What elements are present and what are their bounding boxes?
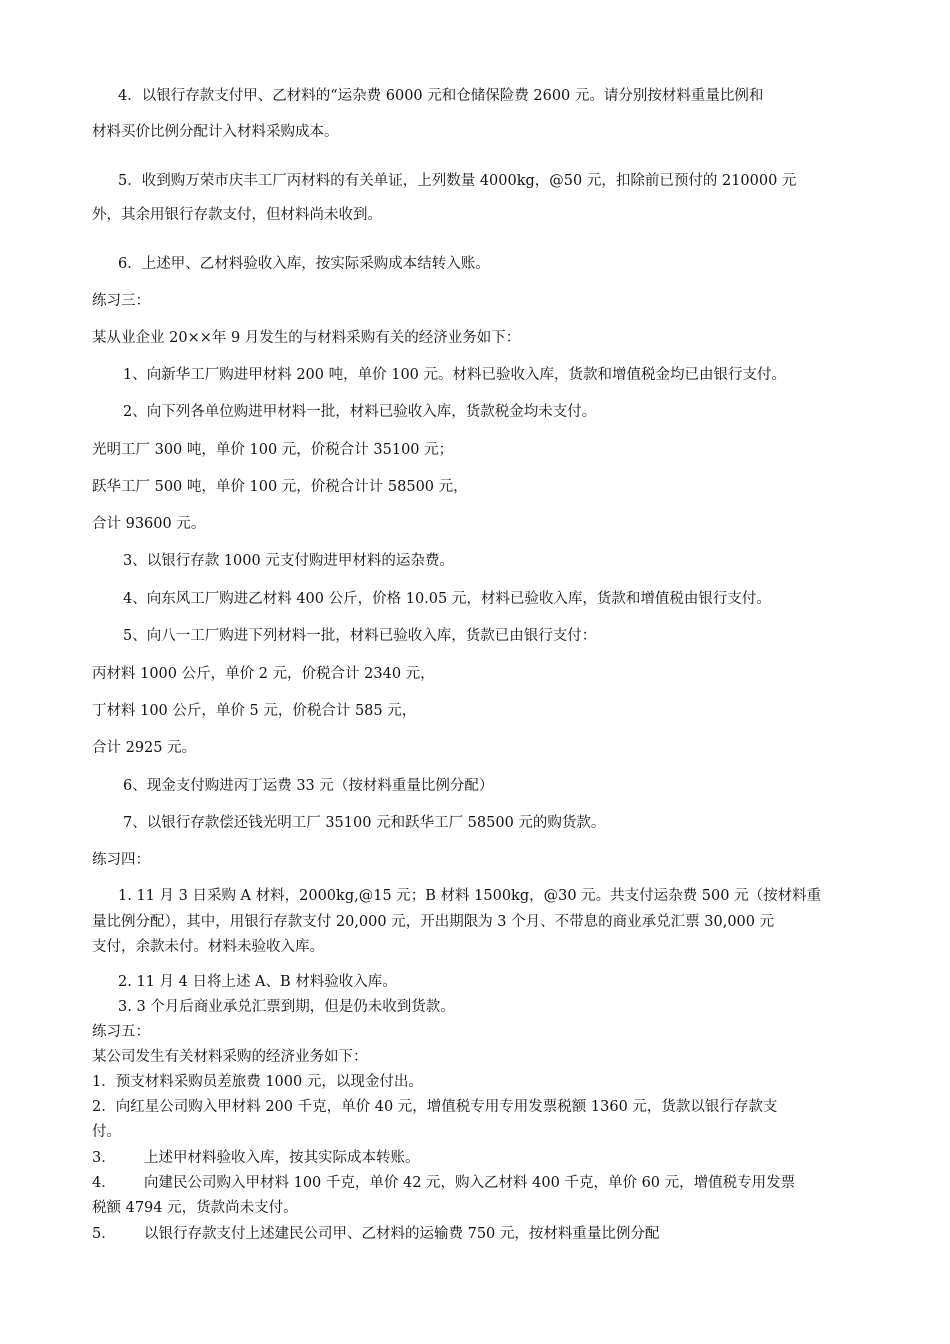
exercise3-intro: 某从业企业 20××年 9 月发生的与材料采购有关的经济业务如下： (92, 330, 521, 346)
exercise5-item5 (92, 1224, 659, 1244)
exercise3-item2-total: 合计 93600 元。 (92, 516, 206, 532)
exercise3-item5: 5、向八一工厂购进下列材料一批，材料已验收入库，货款已由银行支付： (123, 628, 597, 644)
exercise5-item2-line1: 2．向红星公司购入甲材料 200 千克，单价 40 元，增值税专用专用发票税额 1360 元，货款以银行存款支 (92, 1099, 778, 1115)
exercise3-item6: 6、现金支付购进丙丁运费 33 元（按材料重量比例分配） (123, 778, 494, 794)
exercise5-item5-text: 以银行存款支付上述建民公司甲、乙材料的运输费 750 元，按材料重量比例分配 (144, 1226, 660, 1242)
exercise4-heading: 练习四： (92, 852, 150, 868)
exercise5-item3 (92, 1148, 420, 1168)
exercise4-item2: 2. 11 月 4 日将上述 A、B 材料验收入库。 (118, 974, 397, 990)
exercise3-item5-a: 丙材料 1000 公斤，单价 2 元，价税合计 2340 元， (92, 666, 435, 682)
exercise5-intro: 某公司发生有关材料采购的经济业务如下： (92, 1049, 368, 1065)
exercise3-item2-a: 光明工厂 300 吨，单价 100 元，价税合计 35100 元； (92, 442, 454, 458)
exercise3-item2: 2、向下列各单位购进甲材料一批，材料已验收入库，货款税金均未支付。 (123, 404, 597, 420)
exercise2-item4-line1: 4．以银行存款支付甲、乙材料的“运杂费 6000 元和仓储保险费 2600 元。请分别按材料重量比例和 (118, 88, 764, 104)
exercise5-item3-text: 上述甲材料验收入库，按其实际成本转账。 (144, 1150, 420, 1166)
exercise3-heading: 练习三： (92, 293, 150, 309)
exercise5-item5-number: 5． (92, 1226, 116, 1242)
exercise4-item1-line3: 支付，余款未付。材料未验收入库。 (92, 939, 324, 955)
exercise2-item6: 6．上述甲、乙材料验收入库，按实际采购成本结转入账。 (118, 256, 490, 272)
exercise4-item1-line2: 量比例分配），其中，用银行存款支付 20,000 元，开出期限为 3 个月、不带息的商业承兑汇票 30,000 元 (92, 914, 775, 930)
exercise3-item3: 3、以银行存款 1000 元支付购进甲材料的运杂费。 (123, 553, 454, 569)
exercise5-item1: 1．预支材料采购员差旅费 1000 元，以现金付出。 (92, 1074, 423, 1090)
exercise3-item2-b: 跃华工厂 500 吨，单价 100 元，价税合计计 58500 元， (92, 479, 468, 495)
exercise3-item4: 4、向东风工厂购进乙材料 400 公斤，价格 10.05 元，材料已验收入库，货款和增值税由银行支付。 (123, 591, 771, 607)
exercise3-item1: 1、向新华工厂购进甲材料 200 吨，单价 100 元。材料已验收入库，货款和增值税金均已由银行支付。 (123, 367, 787, 383)
exercise5-item4-text: 向建民公司购入甲材料 100 千克，单价 42 元，购入乙材料 400 千克，单价 60 元，增值税专用发票 (144, 1175, 796, 1191)
exercise5-heading: 练习五： (92, 1024, 150, 1040)
exercise5-item2-line2: 付。 (92, 1124, 121, 1140)
exercise2-item5-line2: 外，其余用银行存款支付，但材料尚未收到。 (92, 207, 382, 223)
exercise5-item4-number: 4． (92, 1175, 116, 1191)
exercise3-item5-total: 合计 2925 元。 (92, 740, 197, 756)
exercise5-item3-number: 3． (92, 1150, 116, 1166)
exercise2-item4-line2: 材料买价比例分配计入材料采购成本。 (92, 124, 339, 140)
exercise5-item4 (92, 1173, 795, 1193)
exercise3-item5-b: 丁材料 100 公斤，单价 5 元，价税合计 585 元， (92, 703, 417, 719)
exercise5-item4-line2: 税额 4794 元，货款尚未支付。 (92, 1200, 298, 1216)
exercise4-item3: 3. 3 个月后商业承兑汇票到期，但是仍未收到货款。 (118, 999, 455, 1015)
exercise4-item1-line1: 1. 11 月 3 日采购 A 材料，2000kg,@15 元；B 材料 1500kg，@30 元。共支付运杂费 500 元（按材料重 (118, 888, 822, 904)
exercise2-item5-line1: 5．收到购万荣市庆丰工厂丙材料的有关单证，上列数量 4000kg，@50 元，扣除前已预付的 210000 元 (118, 173, 797, 189)
exercise3-item7: 7、以银行存款偿还钱光明工厂 35100 元和跃华工厂 58500 元的购货款。 (123, 815, 606, 831)
